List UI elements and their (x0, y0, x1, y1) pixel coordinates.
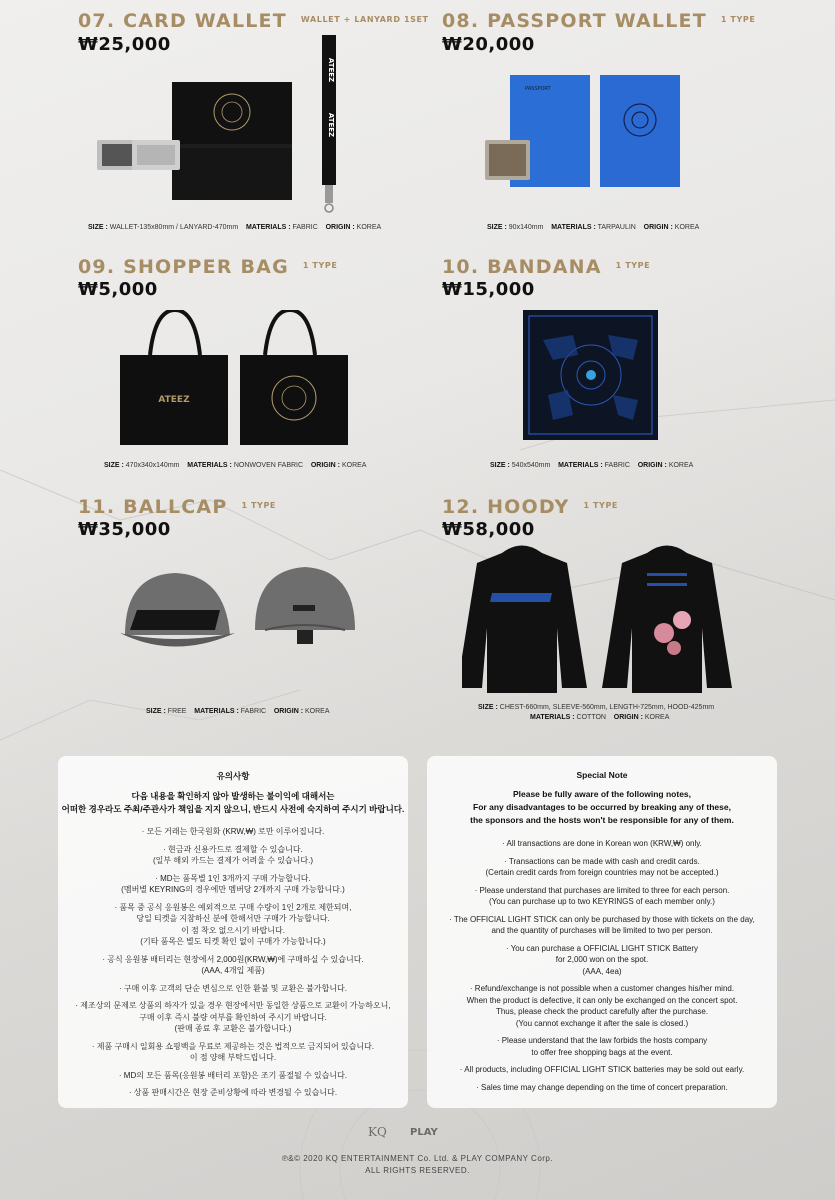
note-item: · 상품 판매시간은 현장 준비상황에 따라 변경될 수 있습니다. (128, 1088, 338, 1097)
note-item: · 구매 이후 고객의 단순 변심으로 인한 환불 및 교환은 불가합니다. (118, 983, 348, 993)
notes-list (58, 826, 408, 1105)
notes-lead: 다음 내용을 확인하지 않아 발생하는 불이익에 대해서는 어떠한 경우라도 주최/주관사가 책임을 지지 않으니, 반드시 사전에 숙지하여 주시기 바랍니다. (61, 791, 405, 814)
item-spec: SIZE : WALLET-135x80mm / LANYARD-470mm MATERIALS : FABRIC ORIGIN : KOREA (88, 224, 382, 231)
notes-english-box (427, 756, 777, 1108)
note-item: · You can purchase a OFFICIAL LIGHT STICK Battery for 2,000 won on the spot. (AAA, 4ea) (505, 943, 699, 976)
notes-korean-box (58, 756, 408, 1108)
svg-text:ATEEZ: ATEEZ (327, 112, 335, 138)
note-item: · Sales time may change depending on the time of concert preparation. (476, 1082, 728, 1092)
item-price: ₩5,000 (78, 279, 158, 300)
item-spec-2: MATERIALS : COTTON ORIGIN : KOREA (530, 714, 670, 721)
note-item: · Transactions can be made with cash and credit cards. (Certain credit cards from foreign countries may not be accepted.) (485, 856, 719, 877)
passport-wallet-image (480, 70, 720, 200)
item-price: ₩15,000 (442, 279, 535, 300)
note-item: · 현금과 신용카드로 결제할 수 있습니다. (일부 해외 카드는 결제가 어려울 수 있습니다.) (153, 844, 313, 865)
notes-lead: Please be fully aware of the following notes, For any disadvantages to be occurred by breaking any of these, the sponsors and the hosts won't be responsible for any of them. (470, 789, 734, 825)
bandana-image (523, 310, 663, 440)
item-spec: SIZE : CHEST-660mm, SLEEVE-560mm, LENGTH-725mm, HOOD-425mm (478, 704, 715, 711)
card-wallet-image (92, 30, 372, 220)
note-item: · Please understand that purchases are limited to three for each person. (You can purchase up to two KEYRINGS of each member only.) (474, 885, 730, 906)
play-company-logo: PLAY (410, 1127, 438, 1138)
note-item: · MD의 모든 품목(응원봉 배터리 포함)은 조기 품절될 수 있습니다. (118, 1070, 348, 1080)
item-title: 08. PASSPORT WALLET $^{1 TYPE}$ (442, 10, 756, 32)
notes-title: 유의사항 (216, 771, 250, 781)
item-price: ₩58,000 (442, 519, 535, 540)
hoody-image (462, 538, 752, 698)
note-item: · Refund/exchange is not possible when a customer changes his/her mind. When the product is defective, it can only be exchanged on the concert spot. Thus, please check the product carefully after the purchase. (You cannot exchange it after the sale is closed.) (466, 984, 738, 1028)
note-item: · 공식 응원봉 배터리는 현장에서 2,000원(KRW,₩)에 구매하실 수 있습니다. (AAA, 4개입 제품) (102, 954, 364, 975)
item-title: 12. HOODY $^{1 TYPE}$ (442, 496, 618, 518)
notes-list (427, 838, 777, 1099)
note-item: · The OFFICIAL LIGHT STICK can only be purchased by those with tickets on the day, and the quantity of purchases will be limited to two per person. (449, 914, 755, 935)
kq-logo: KQ (368, 1125, 387, 1139)
item-title: 10. BANDANA $^{1 TYPE}$ (442, 256, 651, 278)
note-item: · 품목 중 공식 응원봉은 예외적으로 구매 수량이 1인 2개로 제한되며, 당일 티켓을 지참하신 분에 한해서만 구매가 가능합니다. 이 점 착오 없으시기 바랍니다. (기타 품목은 별도 티켓 확인 없이 구매가 가능합니다.) (114, 902, 352, 946)
rights-line: ALL RIGHTS RESERVED. (365, 1166, 470, 1175)
item-price: ₩25,000 (78, 34, 171, 55)
svg-text:ATEEZ: ATEEZ (158, 395, 190, 405)
note-item: · MD는 품목별 1인 3개까지 구매 가능합니다. (멤버별 KEYRING의 경우에만 멤버당 2개까지 구매 가능합니다.) (121, 873, 345, 894)
notes-title: Special Note (576, 770, 628, 780)
copyright-line: ℗&© 2020 KQ ENTERTAINMENT Co. Ltd. & PLAY COMPANY Corp. (281, 1154, 554, 1163)
item-spec: SIZE : 90x140mm MATERIALS : TARPAULIN ORIGIN : KOREA (487, 224, 700, 231)
note-item: · All transactions are done in Korean won (KRW,₩) only. (502, 839, 702, 848)
item-price: ₩20,000 (442, 34, 535, 55)
note-item: · All products, including OFFICIAL LIGHT STICK batteries may be sold out early. (459, 1065, 745, 1074)
shopper-bag-image (115, 310, 355, 450)
item-title: 07. CARD WALLET $^{WALLET + LANYARD 1SET}$ (78, 10, 429, 32)
svg-text:ATEEZ: ATEEZ (327, 57, 335, 83)
item-title: 11. BALLCAP $^{1 TYPE}$ (78, 496, 276, 518)
note-item: · 모든 거래는 한국원화 (KRW,₩) 로만 이루어집니다. (141, 827, 325, 836)
item-spec: SIZE : FREE MATERIALS : FABRIC ORIGIN : KOREA (146, 708, 330, 715)
note-item: · 제조상의 문제로 상품의 하자가 있을 경우 현장에서만 동일한 상품으로 교환이 가능하오니, 구매 이후 즉시 불량 여부를 확인하여 주시기 바랍니다. (판매 종료 후 교환은 불가합니다.) (75, 1001, 391, 1033)
note-item: · Please understand that the law forbids the hosts company to offer free shopping bags at the event. (496, 1036, 708, 1057)
note-item: · 제품 구매시 일회용 쇼핑백을 무료로 제공하는 것은 법적으로 금지되어 있습니다. 이 점 양해 부탁드립니다. (91, 1041, 375, 1062)
item-spec: SIZE : 470x340x140mm MATERIALS : NONWOVEN FABRIC ORIGIN : KOREA (104, 462, 367, 469)
ballcap-image (115, 555, 365, 675)
item-title: 09. SHOPPER BAG $^{1 TYPE}$ (78, 256, 338, 278)
svg-text:PASSPORT: PASSPORT (525, 86, 551, 92)
item-price: ₩35,000 (78, 519, 171, 540)
item-spec: SIZE : 540x540mm MATERIALS : FABRIC ORIGIN : KOREA (490, 462, 694, 469)
